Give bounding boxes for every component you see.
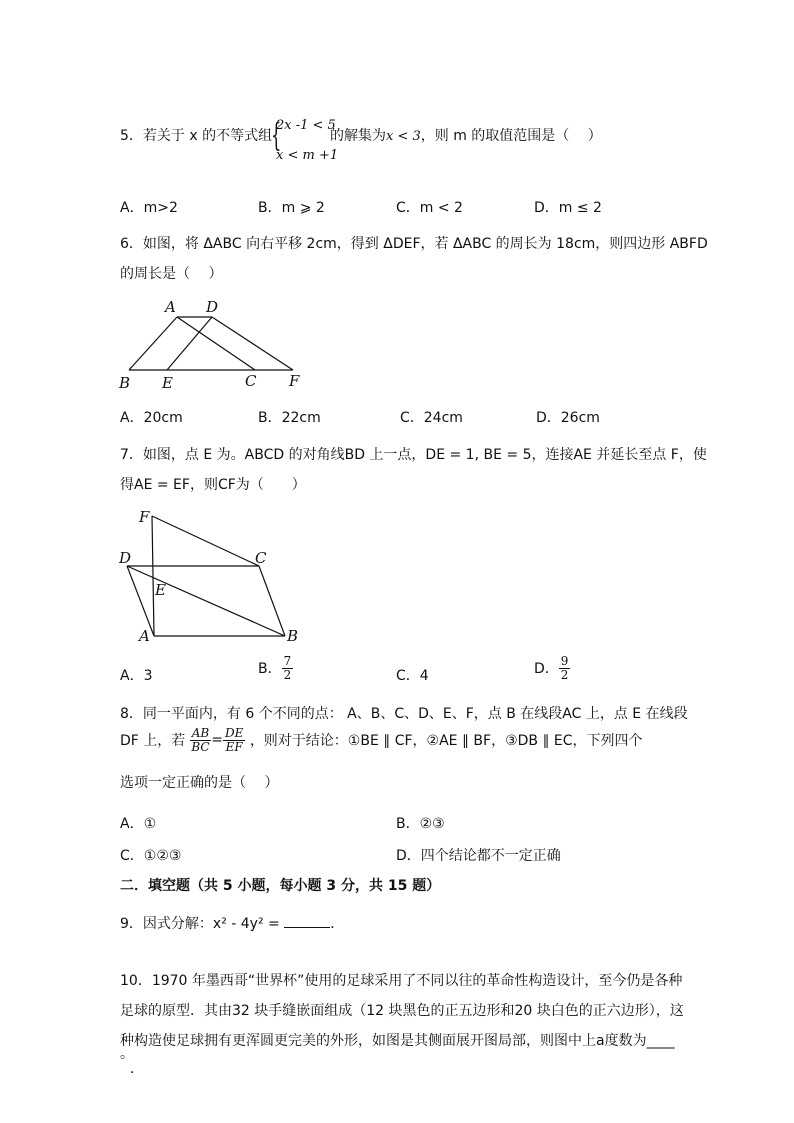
q7-line-fa xyxy=(152,516,154,636)
q8-option-c[interactable]: C．①②③ xyxy=(120,848,182,864)
q8-equals: = xyxy=(211,732,223,749)
q8-frac2-den: EF xyxy=(225,739,243,754)
q6-stem-line2: 的周长是（ ） xyxy=(120,266,223,282)
q5-cond: x < 3 xyxy=(386,129,421,144)
q8-stem-line3: 选项一定正确的是（ ） xyxy=(120,775,279,791)
q9-end: ． xyxy=(330,916,345,932)
q7-option-d[interactable] xyxy=(534,655,570,681)
q9-answer-blank[interactable] xyxy=(284,927,330,928)
q5-rest xyxy=(330,125,602,145)
q6-label-f: F xyxy=(289,372,300,390)
q10-stem-line1: 10．1970 年墨西哥“世界杯”使用的足球采用了不同以往的革命性构造设计，至今仍是各种 xyxy=(120,973,683,989)
q8-stem-line2 xyxy=(120,727,643,753)
q8-option-a[interactable]: A．① xyxy=(120,816,157,832)
q6-option-b[interactable]: B．22cm xyxy=(258,410,321,426)
q7-option-d-label: D． xyxy=(534,661,559,678)
q7-label-d: D xyxy=(119,549,132,567)
q10-stem-line5: ． xyxy=(130,1061,144,1077)
q8-fraction-de-ef xyxy=(223,727,245,753)
q7-label-a: A xyxy=(139,627,150,645)
q8-option-b[interactable]: B．②③ xyxy=(396,816,445,832)
q7-option-b-label: B． xyxy=(258,661,282,678)
q6-option-c[interactable]: C．24cm xyxy=(400,410,463,426)
q7-figure xyxy=(115,505,310,645)
q7-option-b-fraction xyxy=(282,655,294,681)
q6-stem-line1: 6．如图，将 ΔABC 向右平移 2cm，得到 ΔDEF，若 ΔABC 的周长为 18cm，则四边形 ABFD xyxy=(120,236,708,252)
q8-frac2-num: DE xyxy=(224,726,244,740)
q7-option-d-den: 2 xyxy=(560,667,569,682)
q9-stem xyxy=(120,913,344,933)
q6-label-c: C xyxy=(245,372,257,390)
q6-option-d[interactable]: D．26cm xyxy=(536,410,600,426)
q5-suffix: ，则 m 的取值范围是（ ） xyxy=(420,128,602,144)
q6-line-df xyxy=(212,317,293,370)
q6-line-ba xyxy=(129,317,177,370)
q5-stem xyxy=(120,125,272,145)
q8-frac1-num: AB xyxy=(191,726,210,740)
q7-stem-line1: 7．如图，点 E 为。ABCD 的对角线BD 上一点，DE = 1, BE = 5，连接AE 并延长至点 F，使 xyxy=(120,447,707,463)
q9-text: 9．因式分解：x² - 4y² = xyxy=(120,916,280,932)
q5-option-a[interactable]: A．m>2 xyxy=(120,200,178,216)
q5-option-c[interactable]: C．m < 2 xyxy=(396,200,463,216)
q6-label-a: A xyxy=(165,298,176,316)
q7-line-cb xyxy=(259,566,285,636)
q7-option-b-num: 7 xyxy=(283,654,292,668)
q6-option-a[interactable]: A．20cm xyxy=(120,410,183,426)
q7-option-a[interactable]: A．3 xyxy=(120,668,153,684)
q7-line-db xyxy=(127,566,285,636)
q7-option-c[interactable]: C．4 xyxy=(396,668,429,684)
q6-label-d: D xyxy=(206,298,219,316)
q8-line2-start: DF 上，若 xyxy=(120,733,186,750)
q7-label-f: F xyxy=(139,508,150,526)
q7-stem-line2: 得AE = EF，则CF为（ ） xyxy=(120,477,306,493)
section-2-heading: 二．填空题（共 5 小题，每小题 3 分，共 15 题） xyxy=(120,878,441,894)
q8-option-d[interactable]: D．四个结论都不一定正确 xyxy=(396,848,561,864)
q7-option-b-den: 2 xyxy=(283,667,292,682)
q6-line-ac xyxy=(177,317,255,370)
q7-label-b: B xyxy=(287,627,299,645)
q10-stem-line2: 足球的原型．其由32 块手缝嵌面组成（12 块黑色的正五边形和20 块白色的正六边形），这 xyxy=(120,1003,684,1019)
q8-stem-line1: 8．同一平面内，有 6 个不同的点： A、B、C、D、E、F，点 B 在线段AC 上，点 E 在线段 xyxy=(120,706,688,722)
q7-label-e: E xyxy=(155,581,166,599)
q5-mid: 的解集为 xyxy=(330,128,386,144)
q8-line2-end: ，则对于结论：①BE ∥ CF，②AE ∥ BF，③DB ∥ EC，下列四个 xyxy=(249,733,643,750)
q7-label-c: C xyxy=(255,549,267,567)
q8-frac1-den: BC xyxy=(191,739,210,754)
q7-line-fc xyxy=(152,516,259,566)
q5-option-d[interactable]: D．m ≤ 2 xyxy=(534,200,602,216)
q10-stem-line3: 种构造使足球拥有更浑圆更完美的外形，如图是其侧面展开图局部，则图中上a度数为____ xyxy=(120,1033,675,1049)
q5-brace: { xyxy=(271,116,282,154)
q6-label-b: B xyxy=(119,374,131,392)
q5-prefix: 5．若关于 x 的不等式组 xyxy=(120,128,273,144)
q6-label-e: E xyxy=(162,374,173,392)
q7-option-d-fraction xyxy=(559,655,571,681)
q10-stem-line4: 。 xyxy=(120,1046,134,1062)
q5-system-line1: 2x -1 < 5 xyxy=(276,118,336,133)
q5-option-b[interactable]: B．m ⩾ 2 xyxy=(258,200,325,216)
q6-figure xyxy=(115,295,315,395)
q7-option-b[interactable] xyxy=(258,655,293,681)
q8-fraction-ab-bc xyxy=(190,727,211,753)
q5-system-line2: x < m +1 xyxy=(276,148,339,163)
q7-option-d-num: 9 xyxy=(560,654,569,668)
